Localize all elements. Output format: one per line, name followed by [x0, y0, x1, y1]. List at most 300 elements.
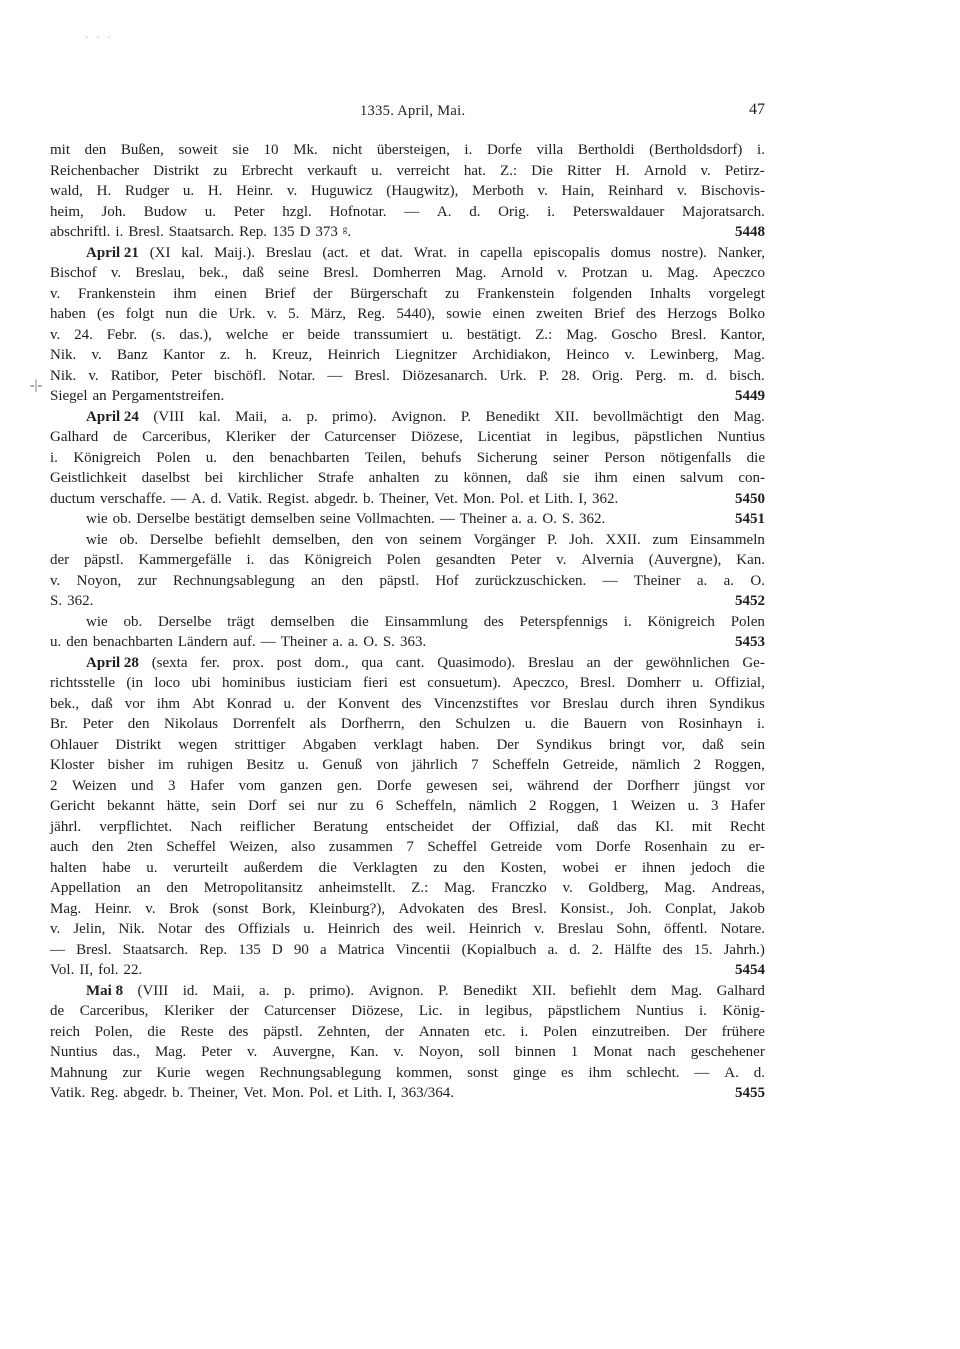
word: Konrad [226, 695, 272, 712]
word: d. [706, 367, 718, 384]
word: Scheffeln [492, 757, 550, 773]
word: Der [496, 736, 519, 753]
word: Königreich [647, 613, 715, 630]
word: H. [615, 162, 630, 179]
word: schlecht. [626, 1064, 680, 1081]
word: das [616, 818, 637, 835]
word: abschriftl. [50, 224, 111, 240]
word: also [291, 839, 316, 855]
text-line [50, 325, 765, 346]
word: ob. [112, 511, 132, 527]
word: domus [610, 244, 651, 261]
word: Mag. [664, 880, 696, 896]
word: verurteilt [173, 859, 229, 876]
page-header [50, 103, 765, 125]
word: i. [246, 552, 255, 568]
page-number: 47 [749, 101, 765, 118]
word: O. [363, 634, 378, 650]
word: Hofnotar. [329, 203, 387, 220]
word: D [299, 224, 311, 240]
word: Einsammlung [384, 613, 468, 630]
word: richtsstelle [50, 675, 115, 691]
word: 2. [591, 941, 603, 958]
word: soll [478, 1044, 501, 1060]
word: vorgelegt [708, 285, 765, 302]
word: Beratung [313, 818, 369, 835]
word: et [337, 1085, 349, 1101]
word: Majoratsarch. [682, 203, 765, 220]
word: Hafer [730, 798, 765, 814]
word: Vet. [434, 490, 458, 507]
word: Bresl. [511, 900, 547, 917]
word: I, [578, 490, 588, 507]
text-line [50, 612, 765, 633]
word: Protzan [581, 265, 628, 281]
word: Getreide [490, 839, 543, 855]
word: Mag. [733, 408, 765, 425]
word: 135 [238, 941, 261, 958]
word: Diözesanarch. [401, 367, 488, 384]
word: 373 [315, 224, 338, 240]
word: Caturcenser [264, 1003, 336, 1019]
word: von [375, 757, 399, 773]
word: Verklagten [352, 859, 418, 876]
word: Teilen, [364, 449, 406, 466]
word: Mag. [455, 265, 487, 281]
word: Vatik. [226, 490, 263, 507]
word: est [399, 675, 416, 691]
text-line [50, 817, 765, 838]
word: gen. [336, 777, 363, 794]
word: den [419, 716, 441, 732]
text-line [50, 1063, 765, 1084]
word: Lewinberg, [650, 347, 719, 363]
word: zur [137, 572, 157, 589]
word: wald, [50, 183, 83, 199]
word: Bresl. [354, 367, 390, 384]
word: u. [146, 859, 158, 876]
word: zu [433, 859, 448, 876]
word: Sohn, [616, 921, 651, 937]
word: behufs [421, 449, 462, 466]
word: Hof [435, 572, 459, 589]
word: Offizial, [508, 818, 560, 835]
word: Syndikus [709, 695, 765, 712]
word: daß [91, 695, 113, 712]
word: iusticiam [296, 675, 352, 691]
word: ihren [666, 695, 698, 712]
word: der [613, 654, 633, 671]
word: sonst [467, 1064, 498, 1081]
word: Kan. [349, 1044, 379, 1060]
word: a. [511, 511, 522, 527]
word: 363/364. [401, 1085, 454, 1101]
word: Ratibor, [110, 367, 159, 384]
word: Nuntius [635, 1003, 684, 1019]
word: des [401, 695, 422, 712]
word: ᵍ. [342, 224, 352, 240]
word: im [157, 757, 174, 773]
text-line [50, 448, 765, 469]
word: O. [542, 511, 557, 527]
word: 362. [592, 490, 619, 507]
word: binnen [515, 1044, 556, 1060]
word: Kurie [156, 1064, 191, 1081]
word: den [341, 572, 364, 589]
word: Nik. [50, 347, 77, 363]
word: folgt [125, 306, 155, 322]
word: den [66, 634, 88, 650]
word: — [260, 634, 276, 650]
word: bestätigt. [466, 326, 522, 343]
word: Hälfte [613, 941, 652, 958]
word: die [198, 306, 218, 322]
word: daselbst [141, 470, 190, 486]
word: Lic. [418, 1003, 443, 1019]
word: 1 [611, 798, 619, 814]
word: — [602, 572, 618, 589]
word: Noyon, [418, 1044, 464, 1060]
text-line [50, 1042, 765, 1063]
word: können, [463, 470, 512, 486]
word: einen [632, 470, 666, 486]
word: reiflicher [240, 818, 295, 835]
word: benachbarten [92, 634, 173, 650]
word: fieri [362, 675, 388, 691]
word: Vincenzstiftes [433, 695, 519, 712]
word: Bertholdi [577, 142, 635, 158]
word: legibus, [572, 429, 620, 445]
word: Breslau [562, 695, 609, 712]
word: (in [126, 675, 143, 691]
word: Abt [192, 695, 215, 712]
word: während [527, 777, 579, 794]
word: a. [547, 941, 559, 958]
word: (Bertholdsdorf) [649, 142, 743, 158]
entry-date: April 21 [86, 244, 139, 261]
word: Metropolitansitz [203, 880, 303, 896]
word: Kloster [50, 757, 95, 773]
word: (act. [322, 244, 349, 261]
word: ihm [588, 1064, 612, 1081]
word: Notar [157, 921, 192, 937]
word: Ländern [177, 634, 228, 650]
word: (Auvergne), [648, 552, 722, 568]
word: Rudger [124, 183, 170, 199]
word: Heinr. [94, 900, 132, 917]
word: Lith. [353, 1085, 383, 1101]
word: zum [652, 531, 679, 548]
word: Theiner [280, 634, 328, 650]
word: daß [702, 736, 724, 753]
word: Br. [50, 716, 68, 732]
text-line [50, 694, 765, 715]
word: a. [526, 511, 538, 527]
word: Alvernia [581, 552, 634, 568]
word: päpstl. [84, 552, 124, 568]
word: cant. [395, 654, 425, 671]
word: Königreich [73, 449, 141, 466]
word: Pol. [499, 490, 524, 507]
word: nun [165, 306, 188, 322]
word: an [586, 654, 601, 671]
word: Roggen, [714, 757, 765, 773]
running-head: 1335. April, Mai. [360, 103, 466, 119]
word: benachbarten [269, 449, 350, 466]
word: de [50, 1003, 65, 1019]
word: Syndikus [536, 736, 592, 753]
word: außerdem [243, 859, 303, 876]
word: capella [480, 244, 523, 261]
word: der [471, 818, 491, 835]
word: i. [464, 142, 473, 158]
word: in [545, 429, 558, 445]
word: Joh. [627, 900, 652, 917]
margin-mark: -|- [30, 378, 43, 393]
word: u. [641, 265, 653, 281]
word: haben [50, 306, 86, 322]
word: 2 [693, 757, 702, 773]
word: zusammen [328, 839, 393, 855]
word: Herzogs [667, 306, 718, 322]
word: Bischof [50, 265, 97, 281]
word: Z.: [500, 162, 518, 179]
word: an [92, 388, 107, 404]
word: Diözese, [351, 1003, 404, 1019]
word: Franczko [490, 880, 547, 896]
word: des [477, 900, 498, 917]
word: vor [744, 777, 765, 794]
word: S. [561, 511, 575, 527]
text-line [50, 550, 765, 571]
text-line [50, 735, 765, 756]
word: et [359, 244, 371, 261]
word: a. [723, 572, 735, 589]
regest-number: 5450 [735, 490, 765, 507]
word: den [91, 839, 114, 855]
word: (VIII [153, 408, 185, 425]
word: wie [86, 531, 108, 548]
word: Bußen, [120, 142, 164, 158]
text-line [50, 653, 765, 674]
word: an [310, 572, 326, 589]
word: Licentiat [477, 429, 532, 445]
word: das [269, 552, 290, 568]
word: Derselbe [136, 511, 190, 527]
entry-date: April 28 [86, 654, 139, 671]
word: (s. [150, 326, 166, 343]
word: Quasimodo). [437, 654, 516, 671]
word: v. [624, 347, 635, 363]
word: päpstlichen [634, 429, 703, 445]
word: 363. [399, 634, 427, 650]
word: befiehlt [570, 982, 617, 999]
word: er [282, 326, 294, 343]
word: II, [79, 962, 94, 978]
word: ruhigen [187, 757, 234, 773]
word: die [350, 613, 369, 630]
word: u. [182, 183, 195, 199]
word: sei, [492, 777, 513, 794]
word: den [463, 859, 485, 876]
word: A. [436, 203, 452, 220]
word: d. [569, 941, 581, 958]
word: Kammergefälle [138, 552, 232, 568]
word: S. [50, 593, 63, 609]
word: Polen [542, 1023, 578, 1040]
word: Mag. [670, 982, 703, 999]
word: d. [469, 203, 481, 220]
word: den [697, 408, 720, 425]
word: A. [724, 1064, 739, 1081]
word: Der [684, 1023, 707, 1040]
word: des [392, 921, 413, 937]
word: Distrikt [153, 162, 200, 179]
text-line [50, 427, 765, 448]
word: Dorfe [486, 142, 522, 158]
word: päpstl. [379, 572, 420, 589]
word: daß [526, 470, 548, 486]
word: Mag. [50, 900, 82, 917]
word: H. [96, 183, 112, 199]
word: Kleriker [225, 429, 276, 445]
word: Staatsarch. [122, 941, 189, 958]
word: a. [259, 982, 270, 999]
word: verschaffe. [100, 490, 166, 507]
regest-number: 5453 [735, 634, 765, 650]
word: hzgl. [282, 203, 312, 220]
word: hätte, [166, 798, 200, 814]
word: weil. [426, 921, 456, 937]
word: ginge [512, 1064, 547, 1081]
word: Distrikt [115, 736, 162, 753]
regest-number: 5455 [735, 1085, 765, 1101]
word: Bresl. [670, 326, 707, 343]
word: d. [210, 490, 222, 507]
word: auch [50, 839, 79, 855]
word: vor, [661, 736, 686, 753]
word: A. [190, 490, 206, 507]
word: i. [520, 1023, 529, 1040]
word: — [694, 1064, 710, 1081]
word: Goldberg, [588, 880, 649, 896]
word: (Haugwitz), [386, 183, 459, 199]
word: u. [303, 921, 315, 937]
word: XXII. [605, 531, 641, 548]
word: Perg. [635, 367, 667, 384]
word: zu [213, 162, 228, 179]
word: post [276, 654, 302, 671]
word: v. [534, 921, 545, 937]
text-line [50, 181, 765, 202]
word: einen [492, 306, 525, 322]
word: verklagt [373, 736, 423, 753]
word: v. [393, 1044, 404, 1060]
word: anhalten [368, 470, 420, 486]
word: — [327, 367, 343, 384]
word: bek., [50, 695, 80, 712]
word: Joh. [569, 531, 594, 548]
word: jährlich [411, 757, 458, 773]
word: Polen, [94, 1023, 133, 1040]
word: b. [363, 490, 375, 507]
word: 3 [711, 798, 719, 814]
word: zweiten [536, 306, 583, 322]
word: Peterspfennigs [519, 613, 608, 630]
word: i. [547, 203, 555, 220]
text-line [50, 468, 765, 489]
word: Konsist., [560, 900, 614, 917]
word: der [306, 695, 326, 712]
word: Strafe [317, 470, 354, 486]
word: 362. [579, 511, 606, 527]
word: auf. [232, 634, 256, 650]
word: Ge- [742, 654, 765, 671]
word: O. [750, 572, 765, 589]
word: Apeczco, [512, 675, 569, 691]
word: sowie [446, 306, 482, 322]
word: bringt [608, 736, 645, 753]
text-line [50, 366, 765, 387]
word: Reg. [357, 306, 386, 322]
text-line [50, 222, 765, 243]
text-line [50, 755, 765, 776]
word: H. [207, 183, 223, 199]
word: v. [676, 183, 688, 199]
word: Auvergne, [272, 1044, 335, 1060]
word: nämlich [468, 798, 517, 814]
word: Nach [190, 818, 222, 835]
word: I, [387, 1085, 397, 1101]
word: des [228, 1023, 249, 1040]
word: v. [110, 265, 122, 281]
word: Reste [180, 1023, 214, 1040]
word: Rechnungsablegung [173, 572, 295, 589]
text-line [50, 571, 765, 592]
word: Vet. [243, 1085, 267, 1101]
word: hat. [463, 162, 486, 179]
word: u. [524, 716, 537, 732]
word: vom [238, 777, 266, 794]
word: die [147, 1023, 166, 1040]
word: Huguwicz [310, 183, 373, 199]
word: Vatik. [50, 1085, 86, 1101]
word: i. [115, 224, 124, 240]
word: Kleriker [163, 1003, 214, 1019]
word: durch [620, 695, 655, 712]
word: jedoch [690, 859, 731, 876]
word: Hain, [561, 183, 595, 199]
text-line [50, 632, 765, 653]
text-line [50, 263, 765, 284]
word: Urk. [499, 367, 527, 384]
word: Person [604, 449, 646, 466]
word: gewesen [426, 777, 478, 794]
word: bei [204, 470, 224, 486]
regest-number: 5448 [735, 224, 765, 240]
word: verpflichtet. [99, 818, 173, 835]
word: v. [50, 572, 61, 589]
word: u. [371, 162, 383, 179]
word: 24. [74, 326, 93, 343]
word: Mon. [271, 1085, 304, 1101]
word: 10 [263, 142, 279, 158]
word: jüngst [693, 777, 731, 794]
word: mit [50, 142, 71, 158]
word: Weizen, [229, 839, 278, 855]
word: haben. [439, 736, 480, 753]
word: z. [219, 347, 231, 363]
